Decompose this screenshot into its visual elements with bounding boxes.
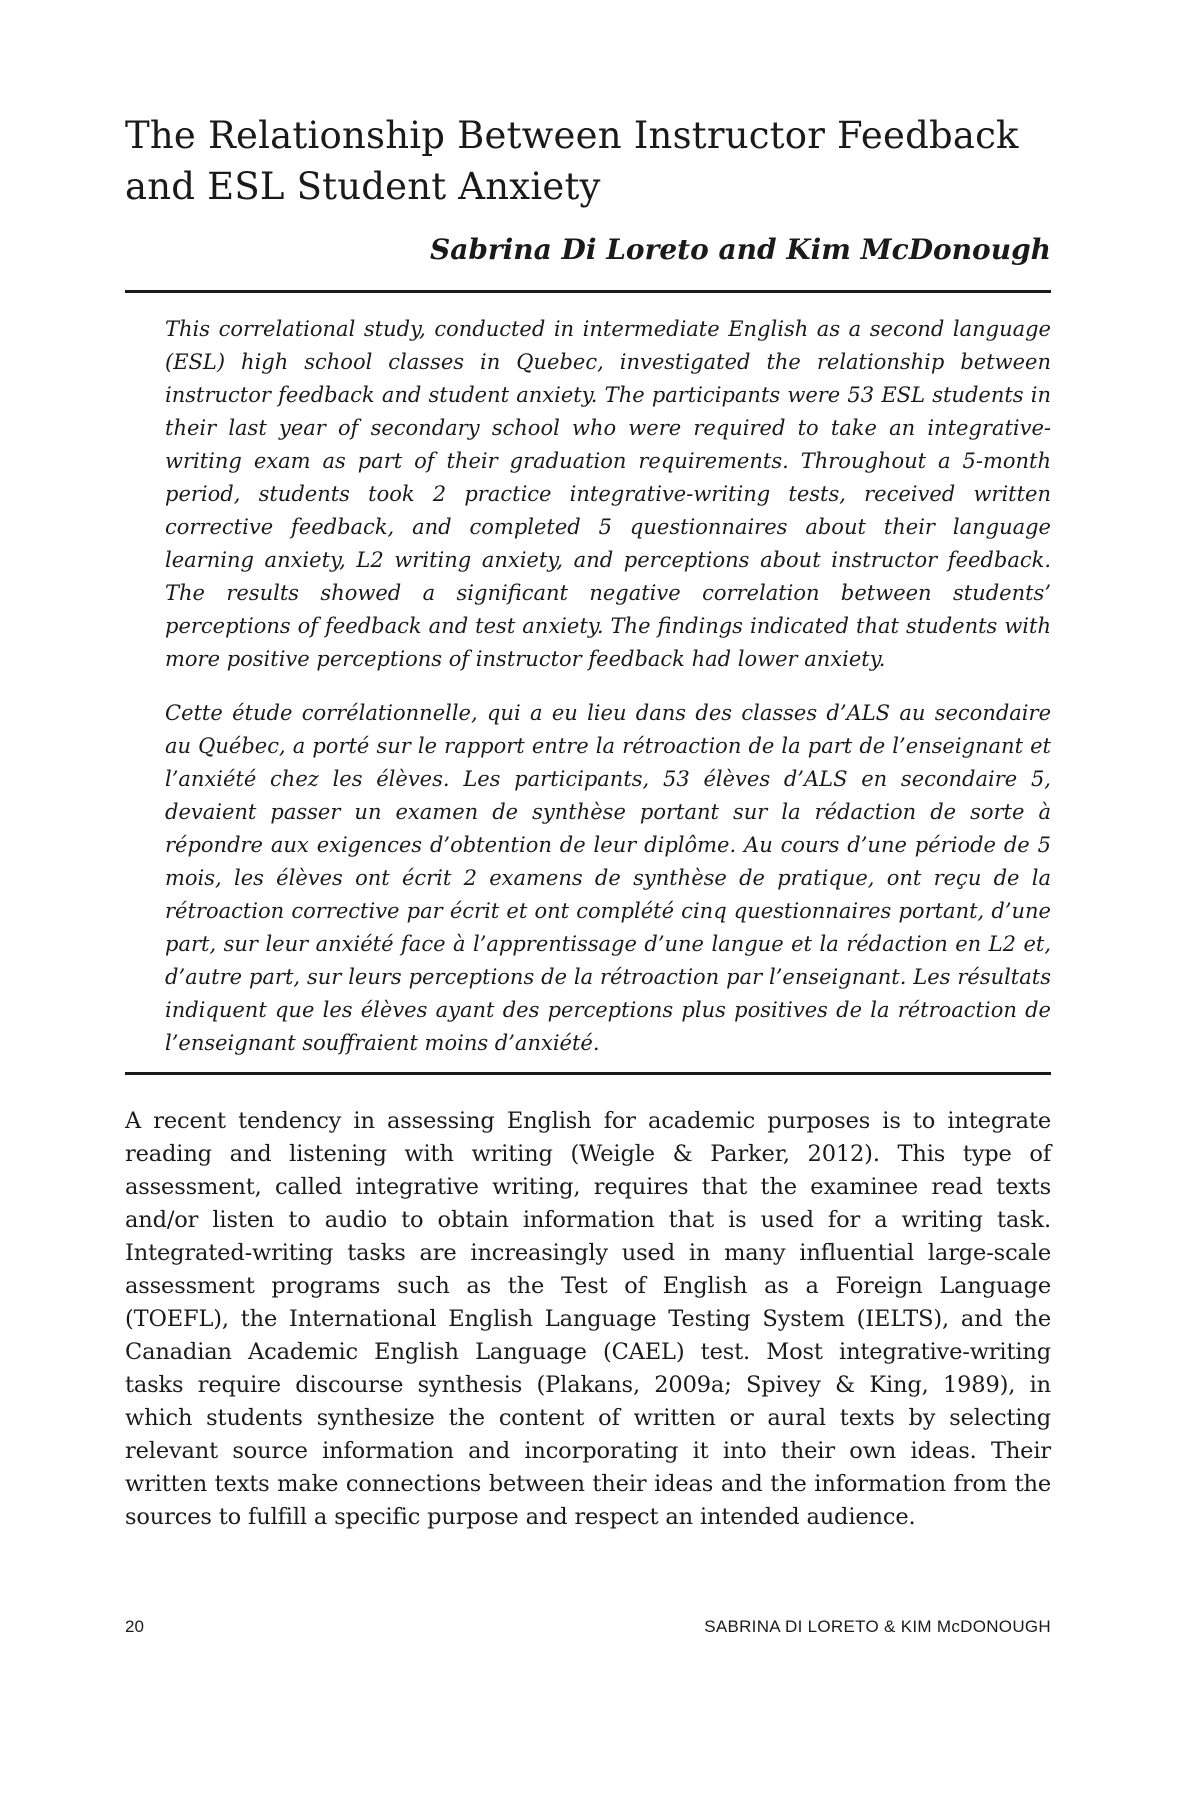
article-authors: Sabrina Di Loreto and Kim McDonough <box>429 233 1051 266</box>
abstract-bottom-rule <box>125 1072 1051 1075</box>
article-title: The Relationship Between Instructor Feedback and ESL Student Anxiety <box>125 114 1019 208</box>
body-paragraph: A recent tendency in assessing English for academic purposes is to integrate reading and listening with writing (Weigle & Parker, 2012). This type of assessment, called integrative writing, requires that the examinee read texts and/or listen to audio to obtain information that is used for a writing task. Integrated-writing tasks are increasingly used in many influential large-scale assessment programs such as the Test of English as a Foreign Language (TOEFL), the International English Language Testing System (IELTS), and the Canadian Academic English Language (CAEL) test. Most integrative-writing tasks require discourse synthesis (Plakans, 2009a; Spivey & King, 1989), in which students synthesize the content of written or aural texts by selecting relevant source information and incorporating it into their own ideas. Their written texts make connections between their ideas and the information from the sources to fulfill a specific purpose and respect an intended audience. <box>125 1108 1051 1530</box>
abstract-top-rule <box>125 290 1051 293</box>
article-page <box>125 110 1051 1534</box>
abstract <box>165 313 1051 1060</box>
body-text <box>125 1105 1051 1534</box>
page-number: 20 <box>125 1617 144 1636</box>
running-head: SABRINA DI LORETO & KIM McDONOUGH <box>704 1617 1051 1636</box>
abstract-french: Cette étude corrélationnelle, qui a eu lieu dans des classes d’ALS au secondaire au Québec, a porté sur le rapport entre la rétroaction de la part de l’enseignant et l’anxiété chez les élèves. Les participants, 53 élèves d’ALS en secondaire 5, devaient passer un examen de synthèse portant sur la rédaction de sorte à répondre aux exigences d’obtention de leur diplôme. Au cours d’une période de 5 mois, les élèves ont écrit 2 examens de synthèse de pratique, ont reçu de la rétroaction corrective par écrit et ont complété cinq questionnaires portant, d’une part, sur leur anxiété face à l’apprentissage d’une langue et la rédaction en L2 et, d’autre part, sur leurs perceptions de la rétroaction par l’enseignant. Les résultats indiquent que les élèves ayant des perceptions plus positives de la rétroaction de l’enseignant souffraient moins d’anxiété. <box>165 701 1051 1055</box>
abstract-english: This correlational study, conducted in intermediate English as a second language (ESL) high school classes in Quebec, investigated the relationship between instructor feedback and student anxiety. The participants were 53 ESL students in their last year of secondary school who were required to take an integrative-writing exam as part of their graduation requirements. Throughout a 5-month period, students took 2 practice integrative-writing tests, received written corrective feedback, and completed 5 questionnaires about their language learning anxiety, L2 writing anxiety, and perceptions about instructor feedback. The results showed a significant negative correlation between students’ perceptions of feedback and test anxiety. The findings indicated that students with more positive perceptions of instructor feedback had lower anxiety. <box>165 317 1051 671</box>
